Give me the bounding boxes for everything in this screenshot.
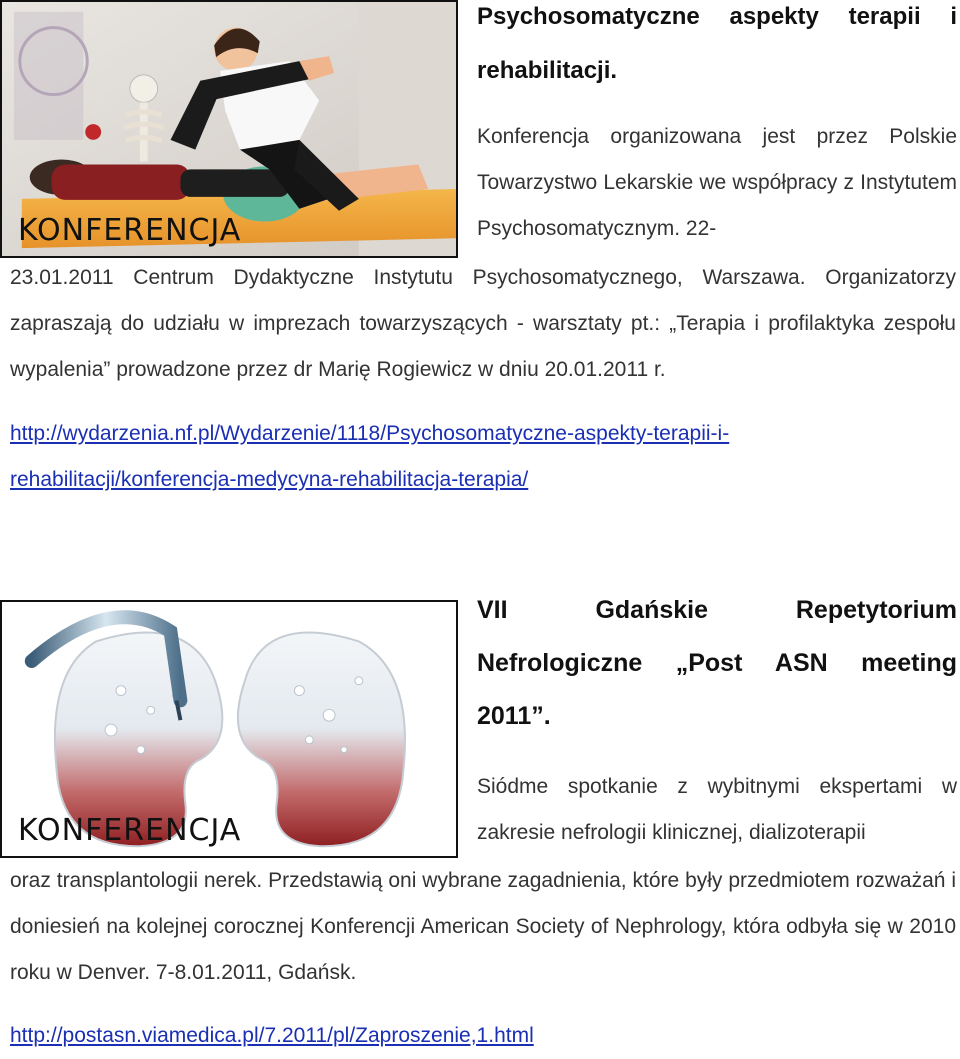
article-intro: Konferencja organizowana jest przez Polskie Towarzystwo Lekarskie we współpracy z Instytutem Psychosomatycznym. 22- bbox=[477, 125, 957, 240]
article-intro: Siódme spotkanie z wybitnymi ekspertami w zakresie nefrologii klinicznej, dializoterapii bbox=[477, 775, 957, 844]
article-title: Psychosomatyczne aspekty terapii i rehabilitacji. bbox=[477, 3, 957, 84]
article-link[interactable]: http://postasn.viamedica.pl/7.2011/pl/Zaproszenie,1.html bbox=[10, 1024, 534, 1047]
conference-photo bbox=[0, 0, 458, 258]
conference-caption: KONFERENCJA bbox=[18, 213, 242, 248]
article-title: VII Gdańskie Repetytorium Nefrologiczne „Post ASN meeting 2011”. bbox=[477, 596, 957, 730]
article-link[interactable]: http://wydarzenia.nf.pl/Wydarzenie/1118/Psychosomatyczne-aspekty-terapii-i-rehabilitacji/konferencja-medycyna-rehabilitacja-terapia/ bbox=[10, 422, 730, 491]
conference-caption: KONFERENCJA bbox=[18, 813, 242, 848]
article-body: oraz transplantologii nerek. Przedstawią oni wybrane zagadnienia, które były przedmiotem rozważań i doniesień na kolejnej corocznej Konferencji American Society of Nephrology, która odbyła się w 2010 roku w Denver. 7-8.01.2011, Gdańsk. bbox=[10, 869, 956, 984]
conference-illustration bbox=[0, 600, 458, 858]
article-body: 23.01.2011 Centrum Dydaktyczne Instytutu Psychosomatycznego, Warszawa. Organizatorzy zapraszają do udziału w imprezach towarzyszących - warsztaty pt.: „Terapia i profilaktyka zespołu wypalenia” prowadzone przez dr Marię Rogiewicz w dniu 20.01.2011 r. bbox=[10, 266, 956, 381]
